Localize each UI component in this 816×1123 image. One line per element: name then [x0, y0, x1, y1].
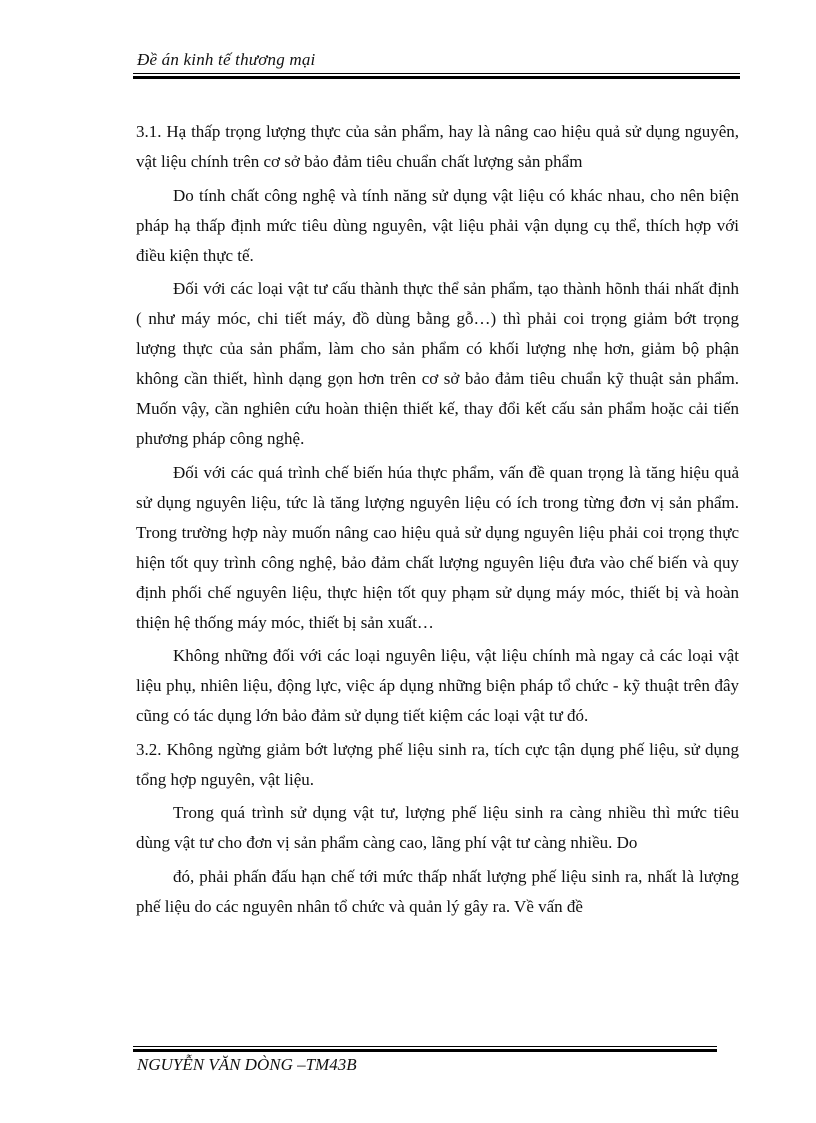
- footer-author: NGUYỄN VĂN DÒNG –TM43B: [137, 1055, 357, 1074]
- section-heading-3-2: 3.2. Không ngừng giảm bớt lượng phế liệu sinh ra, tích cực tận dụng phế liệu, sử dụng tổng hợp nguyên, vật liệu.: [136, 739, 739, 789]
- section-heading-3-1: 3.1. Hạ thấp trọng lượng thực của sản phẩm, hay là nâng cao hiệu quả sử dụng nguyên, vật liệu chính trên cơ sở bảo đảm tiêu chuẩn chất lượng sản phẩm: [136, 122, 739, 171]
- footer-rule-thick: [133, 1049, 717, 1052]
- paragraph: Trong quá trình sử dụng vật tư, lượng phế liệu sinh ra càng nhiều thì mức tiêu dùng vật tư cho đơn vị sản phẩm càng cao, lãng phí vật tư càng nhiều. Do: [136, 803, 739, 852]
- document-body: [136, 117, 739, 925]
- paragraph: Đối với các quá trình chế biến húa thực phẩm, vấn đề quan trọng là tăng hiệu quả sử dụng nguyên liệu, tức là tăng lượng nguyên liệu có ích trong từng đơn vị sản phẩm. Trong trường hợp này muốn nâng cao hiệu quả sử dụng nguyên liệu phải coi trọng thực hiện tốt quy trình công nghệ, bảo đảm chất lượng nguyên liệu đưa vào chế biến và quy định phối chế nguyên liệu, thực hiện tốt quy phạm sử dụng máy móc, thiết bị và hoàn thiện hệ thống máy móc, thiết bị sản xuất…: [136, 462, 739, 632]
- header-title: Đề án kinh tế thương mại: [137, 50, 316, 69]
- footer-rule-thin: [133, 1046, 717, 1047]
- paragraph: Đối với các loại vật tư cấu thành thực thể sản phẩm, tạo thành hõnh thái nhất định ( như máy móc, chi tiết máy, đồ dùng bằng gỗ…) thì phải coi trọng giảm bớt trọng lượng thực của sản phẩm, làm cho sản phẩm có khối lượng nhẹ hơn, giảm bộ phận không cần thiết, hình dạng gọn hơn trên cơ sở bảo đảm tiêu chuẩn kỹ thuật sản phẩm. Muốn vậy, cần nghiên cứu hoàn thiện thiết kế, thay đổi kết cấu sản phẩm hoặc cải tiến phương pháp công nghệ.: [136, 279, 739, 448]
- paragraph: Không những đối với các loại nguyên liệu, vật liệu chính mà ngay cả các loại vật liệu phụ, nhiên liệu, động lực, việc áp dụng những biện pháp tổ chức - kỹ thuật trên đây cũng có tác dụng lớn bảo đảm sử dụng tiết kiệm các loại vật tư đó.: [136, 646, 739, 725]
- paragraph: đó, phải phấn đấu hạn chế tới mức thấp nhất lượng phế liệu sinh ra, nhất là lượng phế liệu do các nguyên nhân tổ chức và quản lý gây ra. Về vấn đề: [136, 866, 739, 916]
- header-rule-thick: [133, 76, 740, 79]
- header-rule-thin: [133, 73, 740, 74]
- paragraph: Do tính chất công nghệ và tính năng sử dụng vật liệu có khác nhau, cho nên biện pháp hạ thấp định mức tiêu dùng nguyên, vật liệu phải vận dụng cụ thể, thích hợp với điều kiện thực tế.: [136, 185, 739, 265]
